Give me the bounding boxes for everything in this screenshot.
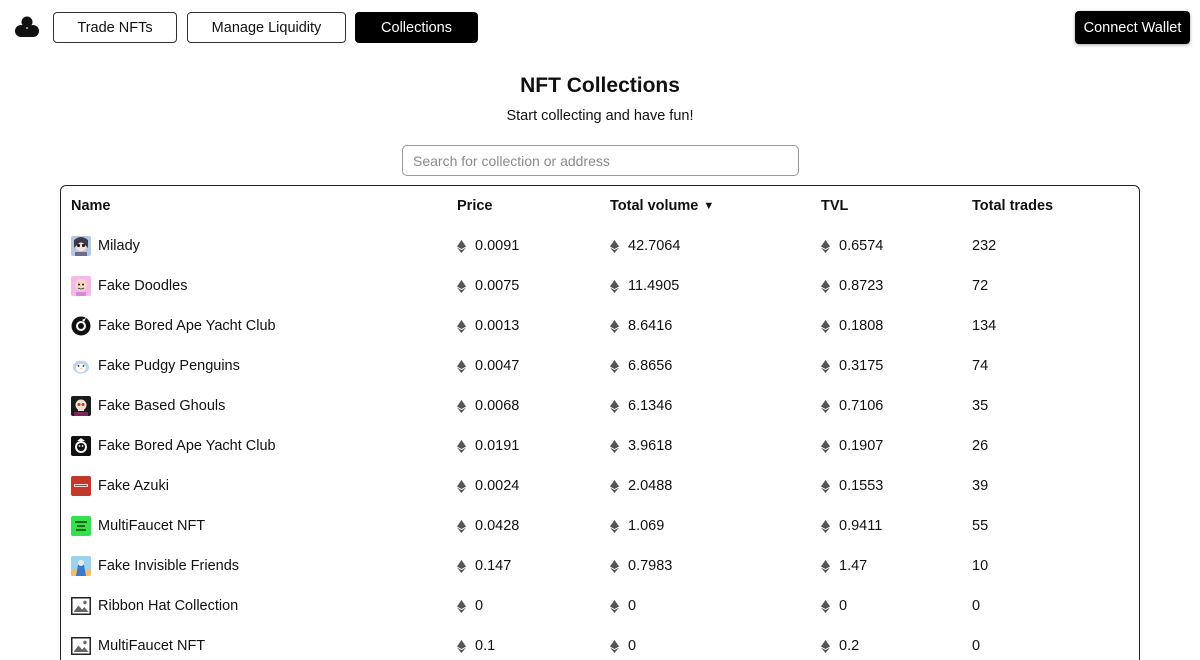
tvl-cell [821,346,883,386]
tvl-value: 1.47 [839,558,868,574]
table-header-row [61,186,1139,226]
tvl-cell [821,306,883,346]
collection-name[interactable]: Ribbon Hat Collection [98,598,239,614]
total-trades-cell [972,306,996,346]
collection-name-cell [71,506,205,546]
collection-name[interactable]: MultiFaucet NFT [98,518,206,534]
tvl-cell [821,466,883,506]
bayc-round-avatar-icon [71,316,91,336]
column-header-total-volume[interactable]: Total volume ▼ [610,198,715,214]
eth-icon [457,320,466,333]
collection-name-cell [71,386,225,426]
price-value: 0.0091 [475,238,520,254]
tvl-cell [821,226,883,266]
table-row[interactable] [61,226,1139,266]
invisible-friends-avatar-icon [71,556,91,576]
sort-descending-icon: ▼ [703,200,715,212]
price-cell [457,546,511,586]
tvl-value: 0.6574 [839,238,884,254]
tvl-value: 0.8723 [839,278,884,294]
price-cell [457,426,519,466]
price-value: 0.0024 [475,478,520,494]
price-cell [457,586,483,626]
collection-name-cell [71,466,169,506]
price-value: 0.0068 [475,398,520,414]
price-cell [457,506,519,546]
eth-icon [821,520,830,533]
price-value: 0.0047 [475,358,520,374]
eth-icon [821,320,830,333]
total-volume-cell [610,306,672,346]
collection-name-cell [71,346,240,386]
total-volume-value: 0 [628,638,637,654]
price-value: 0.1 [475,638,496,654]
total-trades-cell [972,386,988,426]
eth-icon [610,280,619,293]
eth-icon [821,400,830,413]
collection-name[interactable]: Fake Azuki [98,478,169,494]
tvl-cell [821,386,883,426]
collection-name-cell [71,266,187,306]
total-trades-value: 72 [972,278,989,294]
total-trades-value: 134 [972,318,997,334]
total-trades-cell [972,426,988,466]
eth-icon [821,560,830,573]
eth-icon [821,280,830,293]
collection-name-cell [71,546,239,586]
eth-icon [457,360,466,373]
total-trades-cell [972,626,980,660]
collection-name[interactable]: Fake Bored Ape Yacht Club [98,438,276,454]
eth-icon [610,520,619,533]
total-volume-value: 1.069 [628,518,665,534]
collection-name-cell [71,426,276,466]
collection-name-cell [71,586,238,626]
top-navigation [0,0,1200,56]
total-trades-value: 39 [972,478,989,494]
tvl-cell [821,426,883,466]
total-volume-value: 2.0488 [628,478,673,494]
eth-icon [457,400,466,413]
price-cell [457,306,519,346]
table-row[interactable] [61,386,1139,426]
eth-icon [457,640,466,653]
eth-icon [457,520,466,533]
eth-icon [610,400,619,413]
table-row[interactable] [61,306,1139,346]
tvl-cell [821,626,859,660]
total-volume-cell [610,386,672,426]
eth-icon [821,360,830,373]
tvl-cell [821,546,867,586]
eth-icon [821,600,830,613]
eth-icon [457,240,466,253]
bayc-square-avatar-icon [71,436,91,456]
eth-icon [821,240,830,253]
column-header-price[interactable]: Price [457,198,493,214]
total-volume-value: 8.6416 [628,318,673,334]
milady-avatar-icon [71,236,91,256]
price-value: 0.0013 [475,318,520,334]
tvl-value: 0.3175 [839,358,884,374]
tvl-value: 0.1553 [839,478,884,494]
azuki-avatar-icon [71,476,91,496]
total-trades-cell [972,506,988,546]
eth-icon [457,280,466,293]
search-input[interactable] [402,145,799,176]
collection-name[interactable]: Fake Bored Ape Yacht Club [98,318,276,334]
table-row[interactable] [61,506,1139,546]
tvl-value: 0.7106 [839,398,884,414]
total-volume-value: 3.9618 [628,438,673,454]
image-placeholder-icon [71,636,91,656]
total-volume-cell [610,586,636,626]
table-row[interactable] [61,466,1139,506]
price-value: 0 [475,598,484,614]
total-volume-cell [610,426,672,466]
app-logo-icon[interactable] [15,16,39,38]
tvl-cell [821,586,847,626]
collections-button[interactable]: Collections [355,12,478,43]
total-trades-value: 55 [972,518,989,534]
eth-icon [610,360,619,373]
total-trades-cell [972,586,980,626]
collection-name-cell [71,306,276,346]
price-value: 0.147 [475,558,512,574]
column-header-total-trades[interactable]: Total trades [972,198,1054,214]
total-trades-value: 232 [972,238,997,254]
total-trades-value: 35 [972,398,989,414]
ghoul-avatar-icon [71,396,91,416]
tvl-cell [821,506,882,546]
penguin-avatar-icon [71,356,91,376]
page-subtitle: Start collecting and have fun! [506,108,694,124]
price-cell [457,226,519,266]
collection-name-cell [71,626,205,660]
collection-name[interactable]: Milady [98,238,140,254]
eth-icon [610,320,619,333]
total-volume-cell [610,226,680,266]
tvl-value: 0.9411 [839,518,883,534]
total-trades-cell [972,546,988,586]
trade-nfts-button[interactable]: Trade NFTs [53,12,177,43]
table-row[interactable] [61,586,1139,626]
collection-name[interactable]: Fake Invisible Friends [98,558,240,574]
eth-icon [610,440,619,453]
table-row[interactable] [61,546,1139,586]
eth-icon [457,560,466,573]
eth-icon [457,480,466,493]
collections-table [60,185,1140,660]
total-trades-value: 0 [972,638,981,654]
doodles-avatar-icon [71,276,91,296]
total-trades-value: 10 [972,558,989,574]
table-row[interactable] [61,626,1139,660]
eth-icon [610,640,619,653]
price-value: 0.0191 [475,438,520,454]
total-trades-cell [972,466,988,506]
total-volume-cell [610,546,672,586]
manage-liquidity-button[interactable]: Manage Liquidity [187,12,346,43]
table-row[interactable] [61,426,1139,466]
total-volume-cell [610,626,636,660]
total-volume-value: 11.4905 [628,278,680,294]
table-row[interactable] [61,266,1139,306]
total-volume-cell [610,466,672,506]
image-placeholder-icon [71,596,91,616]
collection-name[interactable]: Fake Doodles [98,278,188,294]
price-value: 0.0075 [475,278,520,294]
collection-name-cell [71,226,140,266]
eth-icon [610,600,619,613]
column-header-name[interactable]: Name [71,198,111,214]
table-row[interactable] [61,346,1139,386]
multifaucet-avatar-icon [71,516,91,536]
eth-icon [457,600,466,613]
tvl-value: 0.1907 [839,438,884,454]
eth-icon [610,560,619,573]
collection-name[interactable]: Fake Pudgy Penguins [98,358,240,374]
total-trades-value: 26 [972,438,989,454]
eth-icon [821,440,830,453]
eth-icon [457,440,466,453]
eth-icon [821,640,830,653]
total-volume-value: 6.1346 [628,398,673,414]
connect-wallet-button[interactable]: Connect Wallet [1075,11,1190,44]
price-cell [457,386,519,426]
price-cell [457,346,519,386]
total-trades-cell [972,226,996,266]
eth-icon [821,480,830,493]
collection-name[interactable]: Fake Based Ghouls [98,398,226,414]
eth-icon [610,240,619,253]
column-header-tvl[interactable]: TVL [821,198,849,214]
tvl-value: 0 [839,598,848,614]
total-trades-value: 74 [972,358,989,374]
total-trades-value: 0 [972,598,981,614]
page-title: NFT Collections [520,74,680,97]
price-cell [457,266,519,306]
price-cell [457,626,495,660]
collection-name[interactable]: MultiFaucet NFT [98,638,206,654]
eth-icon [610,480,619,493]
total-volume-value: 0.7983 [628,558,673,574]
total-trades-cell [972,346,988,386]
total-volume-cell [610,506,664,546]
price-cell [457,466,519,506]
tvl-value: 0.1808 [839,318,884,334]
total-volume-value: 6.8656 [628,358,673,374]
tvl-cell [821,266,883,306]
total-volume-cell [610,346,672,386]
total-volume-value: 42.7064 [628,238,681,254]
tvl-value: 0.2 [839,638,860,654]
total-volume-cell [610,266,679,306]
total-trades-cell [972,266,988,306]
price-value: 0.0428 [475,518,520,534]
total-volume-value: 0 [628,598,637,614]
